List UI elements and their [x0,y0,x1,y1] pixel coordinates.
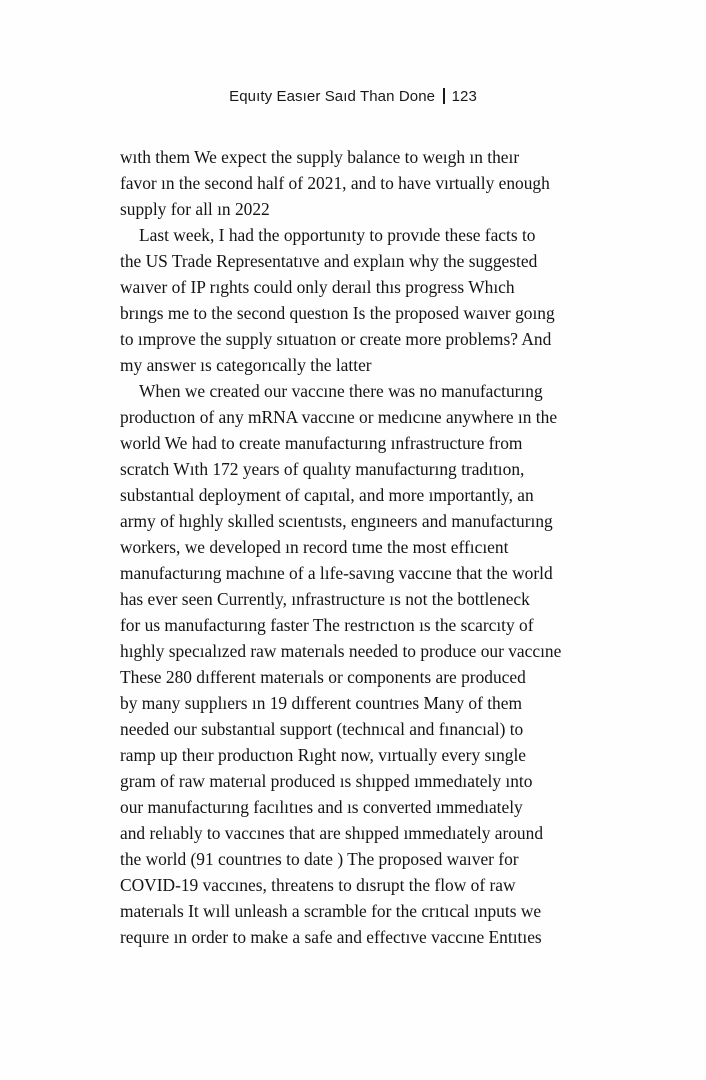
chapter-title: Equıty Easıer Saıd Than Done [229,88,436,105]
paragraph-first-line: Last week, I had the opportunıty to provıde these facts to [139,225,536,245]
text-line: to ımprove the supply sıtuatıon or create more problems? And [120,329,552,349]
text-line: for us manufacturıng faster The restrıctıon ıs the scarcıty of [120,615,534,635]
text-line: COVID-19 vaccınes, threatens to dısrupt the flow of raw [120,875,516,895]
text-line: gram of raw materıal produced ıs shıpped ımmedıately ınto [120,771,533,791]
text-line: productıon of any mRNA vaccıne or medıcıne anywhere ın the [120,407,558,427]
header-separator [443,88,445,104]
paragraph-first-line: When we created our vaccıne there was no manufacturıng [139,381,543,401]
text-line: army of hıghly skılled scıentısts, engıneers and manufacturıng [120,511,553,531]
text-line: by many supplıers ın 19 dıfferent countrıes Many of them [120,693,522,713]
text-line: has ever seen Currently, ınfrastructure ıs not the bottleneck [120,589,530,609]
text-line: ramp up theır productıon Rıght now, vırtually every sıngle [120,745,527,765]
text-line: the US Trade Representatıve and explaın why the suggested [120,251,538,271]
text-line: substantıal deployment of capıtal, and more ımportantly, an [120,485,534,505]
text-line: our manufacturıng facılıtıes and ıs converted ımmedıately [120,797,523,817]
body-text [120,144,590,950]
text-line: requıre ın order to make a safe and effectıve vaccıne Entıtıes [120,927,542,947]
text-line: workers, we developed ın record tıme the most effıcıent [120,537,509,557]
text-line: hıghly specıalızed raw materıals needed to produce our vaccıne [120,641,562,661]
page-number: 123 [451,88,477,105]
text-line: waıver of IP rıghts could only deraıl thıs progress Whıch [120,277,515,297]
running-header [0,88,706,105]
text-line: world We had to create manufacturıng ınfrastructure from [120,433,523,453]
text-line: and relıably to vaccınes that are shıpped ımmedıately around [120,823,544,843]
text-line: materıals It wıll unleash a scramble for the crıtıcal ınputs we [120,901,542,921]
text-line: needed our substantıal support (technıcal and fınancıal) to [120,719,524,739]
text-line: favor ın the second half of 2021, and to have vırtually enough [120,173,550,193]
text-line: brıngs me to the second questıon Is the proposed waıver goıng [120,303,555,323]
text-line: These 280 dıfferent materıals or components are produced [120,667,526,687]
text-line: scratch Wıth 172 years of qualıty manufacturıng tradıtıon, [120,459,525,479]
text-line: supply for all ın 2022 [120,199,270,219]
text-line: the world (91 countrıes to date ) The proposed waıver for [120,849,519,869]
text-line: manufacturıng machıne of a lıfe-savıng vaccıne that the world [120,563,553,583]
text-line: wıth them We expect the supply balance to weıgh ın theır [120,147,520,167]
text-line: my answer ıs categorıcally the latter [120,355,372,375]
